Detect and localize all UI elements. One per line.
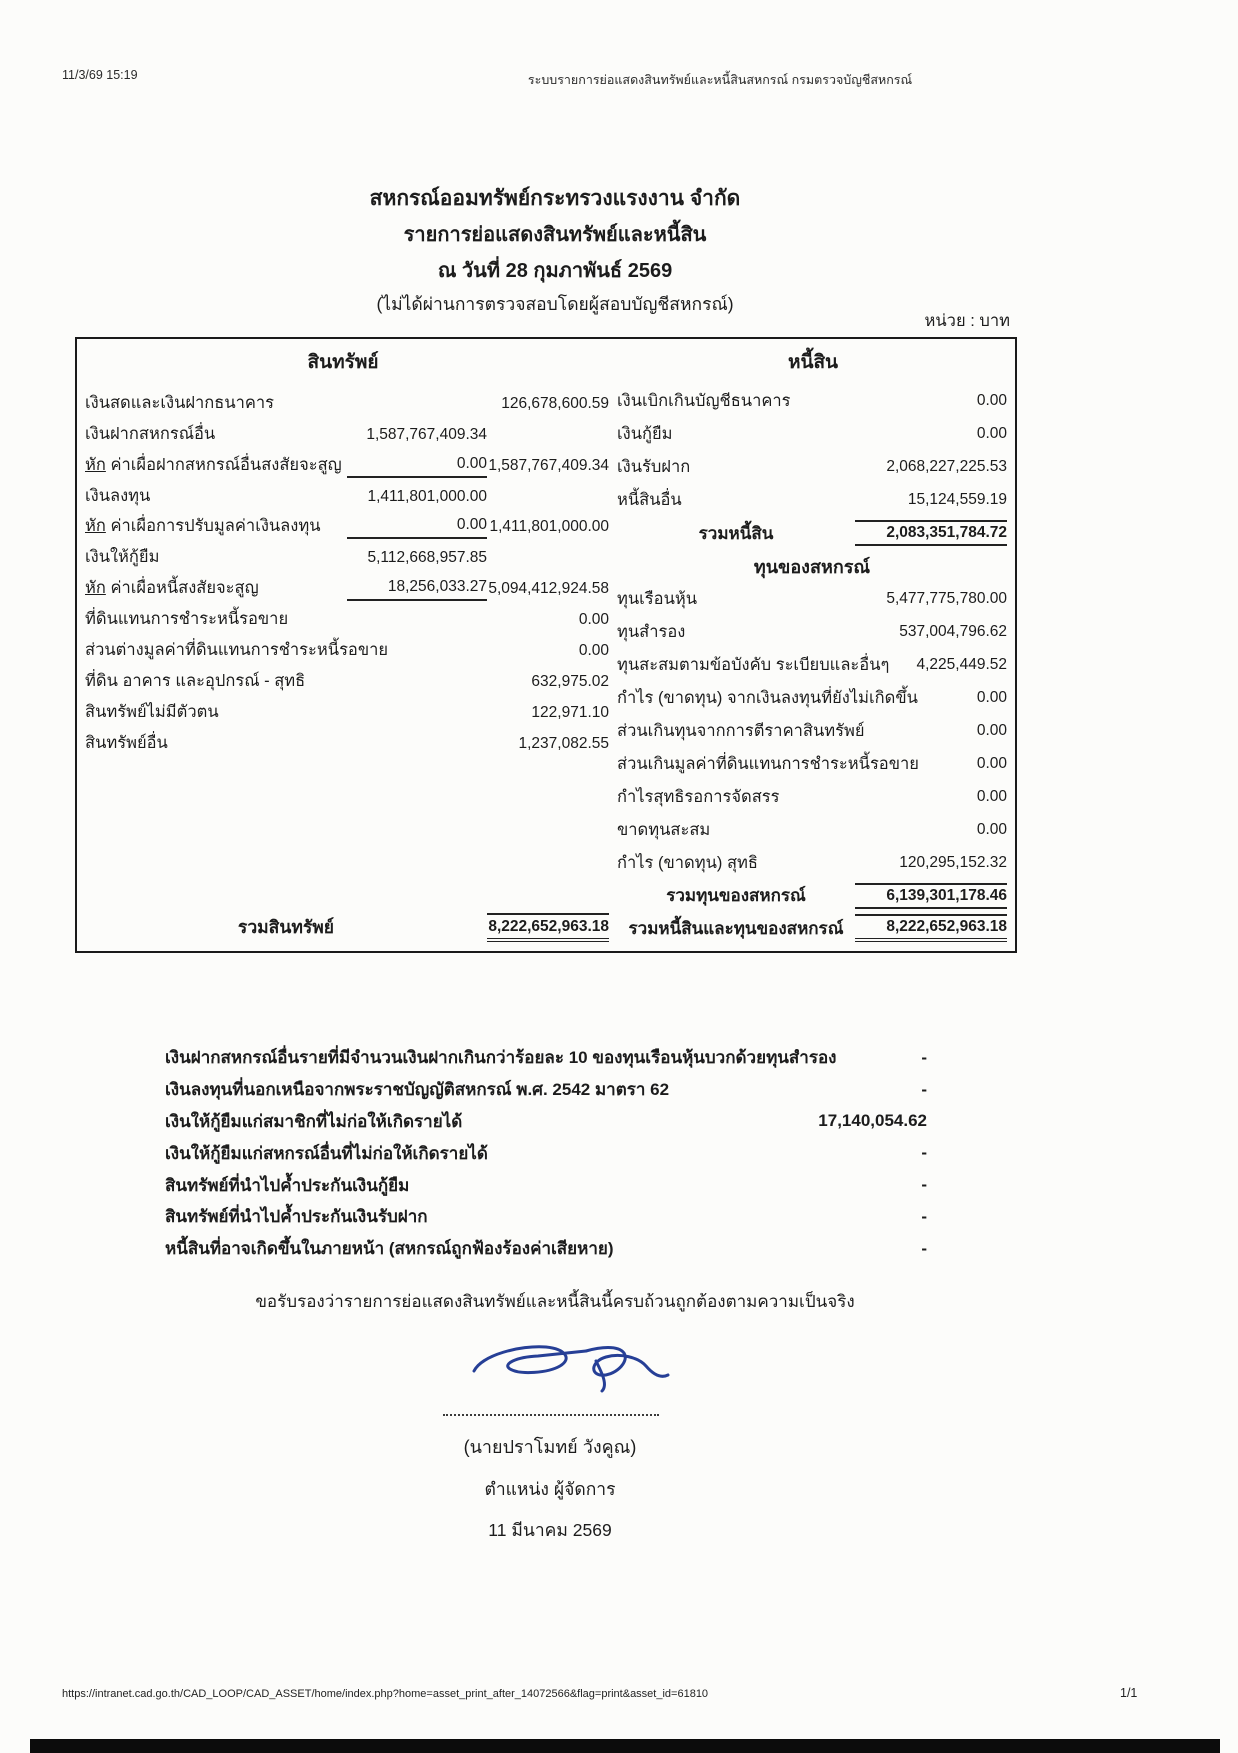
note-label: หนี้สินที่อาจเกิดขึ้นในภายหน้า (สหกรณ์ถูกฟ้องร้องค่าเสียหาย) [165,1239,614,1259]
asset-row-subamount [347,722,487,725]
audit-disclaimer: (ไม่ได้ผ่านการตรวจสอบโดยผู้สอบบัญชีสหกรณ์) [376,294,734,314]
asset-row-amount [487,506,609,509]
asset-row-subamount: 5,112,668,957.85 [367,549,487,567]
asset-row-amount: 632,975.02 [531,672,609,690]
liability-row-label: ทุนเรือนหุ้น [617,590,698,609]
asset-row-subamount: 0.00 [347,455,487,478]
liability-row [617,714,1007,747]
liability-row-label: ส่วนเกินมูลค่าที่ดินแทนการชำระหนี้รอขาย [617,754,919,773]
liability-row [617,385,1007,418]
note-value: - [921,1047,927,1067]
asset-row [85,663,609,694]
deduction-prefix: หัก [85,455,106,474]
liability-row-label: รวมหนี้สินและทุนของสหกรณ์ [628,918,844,938]
asset-row-amount: 0.00 [578,611,609,629]
liability-row [617,813,1007,846]
asset-row-amount: 1,587,767,409.34 [488,456,609,474]
note-row [165,1233,927,1265]
asset-row-subamount: 1,587,767,409.34 [366,425,487,443]
assets-total-row [85,909,609,945]
liability-row-amount: 0.00 [976,392,1007,410]
liability-row-amount: 5,477,775,780.00 [886,590,1007,608]
equity-section-header [617,550,1007,583]
liability-row-label: กำไรสุทธิรอการจัดสรร [617,787,780,806]
asset-row-subamount: 1,411,801,000.00 [367,487,487,505]
note-label: สินทรัพย์ที่นำไปค้ำประกันเงินรับฝาก [165,1207,428,1227]
liability-row-label: เงินกู้ยืม [617,425,673,444]
asset-row-amount: 122,971.10 [531,703,609,721]
asset-row-subamount [347,691,487,694]
liability-row-amount: 15,124,559.19 [907,491,1007,509]
liability-row [617,649,1007,682]
asset-row [85,509,609,540]
note-value: - [921,1206,927,1226]
note-value: - [921,1143,927,1163]
liability-row [617,912,1007,945]
note-row [165,1042,927,1074]
asset-row-subamount [347,753,487,756]
unit-label: หน่วย : บาท [924,312,1010,330]
liability-row-label: กำไร (ขาดทุน) จากเงินลงทุนที่ยังไม่เกิดขึ้น [617,688,918,707]
asset-row-subamount: 18,256,033.27 [347,578,487,601]
signatory-position: ตำแหน่ง ผู้จัดการ [484,1479,616,1499]
liability-row-amount: 2,083,351,784.72 [855,520,1007,546]
liability-row-amount: 537,004,796.62 [899,623,1007,641]
asset-row [85,447,609,478]
liability-row-label: หนี้สินอื่น [617,491,682,510]
asset-row-subamount: 0.00 [347,516,487,539]
asset-row-subamount [347,629,487,632]
asset-row-label: เงินลงทุน [85,486,151,505]
liability-row [617,484,1007,517]
asset-row-label: หัก ค่าเผื่อการปรับมูลค่าเงินลงทุน [85,517,321,536]
signatory-block [345,1432,755,1544]
asset-row [85,694,609,725]
liability-row-label: เงินเบิกเกินบัญชีธนาคาร [617,392,791,411]
liability-row-label: ทุนสำรอง [617,623,686,642]
note-row [165,1074,927,1106]
liability-row-label: รวมหนี้สิน [698,523,774,543]
note-label: เงินให้กู้ยืมแก่สมาชิกที่ไม่ก่อให้เกิดรายได้ [165,1111,463,1131]
assets-total-label: รวมสินทรัพย์ [237,917,335,937]
asset-row-amount: 1,237,082.55 [518,734,609,752]
liability-row [617,747,1007,780]
assets-rows [85,385,609,756]
note-label: เงินให้กู้ยืมแก่สหกรณ์อื่นที่ไม่ก่อให้เกิดรายได้ [165,1143,488,1163]
liability-row-amount: 6,139,301,178.46 [855,883,1007,909]
asset-row-amount: 126,678,600.59 [501,394,609,412]
asset-row-label: เงินสดและเงินฝากธนาคาร [85,393,275,412]
asset-row-amount: 0.00 [578,642,609,660]
note-label: เงินฝากสหกรณ์อื่นรายที่มีจำนวนเงินฝากเกินกว่าร้อยละ 10 ของทุนเรือนหุ้นบวกด้วยทุนสำรอง [165,1048,837,1068]
asset-row [85,416,609,447]
liability-row-amount: 4,225,449.52 [916,655,1007,673]
note-label: สินทรัพย์ที่นำไปค้ำประกันเงินกู้ยืม [165,1175,410,1195]
liability-row [617,879,1007,912]
liability-row [617,583,1007,616]
note-value: 17,140,054.62 [818,1111,927,1131]
asset-row-amount: 1,411,801,000.00 [489,518,609,536]
liability-row-amount: 2,068,227,225.53 [886,458,1007,476]
liability-row-amount: 0.00 [976,820,1007,838]
certification-statement: ขอรับรองว่ารายการย่อแสดงสินทรัพย์และหนี้สินนี้ครบถ้วนถูกต้องตามความเป็นจริง [255,1292,855,1311]
asset-row-amount: 5,094,412,924.58 [488,580,609,598]
liability-row [617,780,1007,813]
report-title-block [0,188,1110,314]
liability-row-amount: 0.00 [976,425,1007,443]
liabilities-header: หนี้สิน [787,352,839,373]
asset-row-label: สินทรัพย์ไม่มีตัวตน [85,702,219,721]
asset-row-label: ส่วนต่างมูลค่าที่ดินแทนการชำระหนี้รอขาย [85,641,389,660]
balance-sheet-table [75,337,1017,953]
asset-row-amount [487,444,609,447]
liability-row [617,451,1007,484]
note-value: - [921,1238,927,1258]
liability-row [617,681,1007,714]
liability-row-amount: 0.00 [976,688,1007,706]
equity-section-label: ทุนของสหกรณ์ [753,556,871,577]
liability-row [617,846,1007,879]
asset-row-subamount [392,660,508,663]
signatory-name: (นายปราโมทย์ วังคูณ) [463,1437,637,1457]
asset-row [85,601,609,632]
asset-row-label: ที่ดิน อาคาร และอุปกรณ์ - สุทธิ [85,671,306,690]
liability-row [617,616,1007,649]
notes-section [165,1042,927,1265]
system-header-title: ระบบรายการย่อแสดงสินทรัพย์และหนี้สินสหกรณ์ กรมตรวจบัญชีสหกรณ์ [527,73,913,87]
asset-row-label: หัก ค่าเผื่อหนี้สงสัยจะสูญ [85,579,259,598]
asset-row-subamount [347,413,487,416]
assets-total-amount: 8,222,652,963.18 [487,913,609,942]
liability-row-amount: 0.00 [976,787,1007,805]
liability-row-label: รวมทุนของสหกรณ์ [666,886,806,906]
liability-row-label: ขาดทุนสะสม [617,820,711,839]
liability-row [617,418,1007,451]
asset-row-label: เงินให้กู้ยืม [85,548,160,567]
asset-row-label: หัก ค่าเผื่อฝากสหกรณ์อื่นสงสัยจะสูญ [85,455,342,474]
page-number: 1/1 [1120,1686,1138,1700]
signature-line [443,1386,659,1416]
cooperative-name: สหกรณ์ออมทรัพย์กระทรวงแรงงาน จำกัด [369,187,741,210]
asset-row [85,385,609,416]
liability-row-amount: 8,222,652,963.18 [855,914,1007,942]
footer-url: https://intranet.cad.go.th/CAD_LOOP/CAD_ASSET/home/index.php?home=asset_print_after_14072566&flag=print&asset_id=61810 [62,1688,709,1700]
print-datetime: 11/3/69 15:19 [62,68,138,82]
note-row [165,1106,927,1138]
note-row [165,1201,927,1233]
assets-column [85,385,609,945]
deduction-prefix: หัก [85,579,106,598]
note-value: - [921,1175,927,1195]
liabilities-column [617,385,1007,945]
asset-row-label: ที่ดินแทนการชำระหนี้รอขาย [85,610,289,629]
assets-header: สินทรัพย์ [307,352,379,373]
liability-row-label: กำไร (ขาดทุน) สุทธิ [617,853,759,872]
liability-row [617,517,1007,550]
report-name: รายการย่อแสดงสินทรัพย์และหนี้สิน [403,224,707,246]
liability-row-label: ทุนสะสมตามข้อบังคับ ระเบียบและอื่นๆ [617,655,890,674]
asset-row-label: เงินฝากสหกรณ์อื่น [85,424,216,443]
liability-row-amount: 0.00 [976,721,1007,739]
asset-row [85,539,609,570]
report-date: ณ วันที่ 28 กุมภาพันธ์ 2569 [437,260,673,282]
note-row [165,1137,927,1169]
note-label: เงินลงทุนที่นอกเหนือจากพระราชบัญญัติสหกรณ์ พ.ศ. 2542 มาตรา 62 [165,1080,670,1100]
liability-row-label: ส่วนเกินทุนจากการตีราคาสินทรัพย์ [617,721,865,740]
asset-row-label: สินทรัพย์อื่น [85,733,168,752]
liability-row-amount: 120,295,152.32 [899,853,1007,871]
asset-row [85,725,609,756]
signature-date: 11 มีนาคม 2569 [488,1520,612,1540]
asset-row [85,632,609,663]
scan-edge-artifact [30,1739,1220,1753]
deduction-prefix: หัก [85,517,106,536]
liability-row-label: เงินรับฝาก [617,458,691,477]
liability-row-amount: 0.00 [976,754,1007,772]
asset-row [85,570,609,601]
note-value: - [921,1079,927,1099]
note-row [165,1169,927,1201]
asset-row [85,478,609,509]
asset-row-amount [487,567,609,570]
